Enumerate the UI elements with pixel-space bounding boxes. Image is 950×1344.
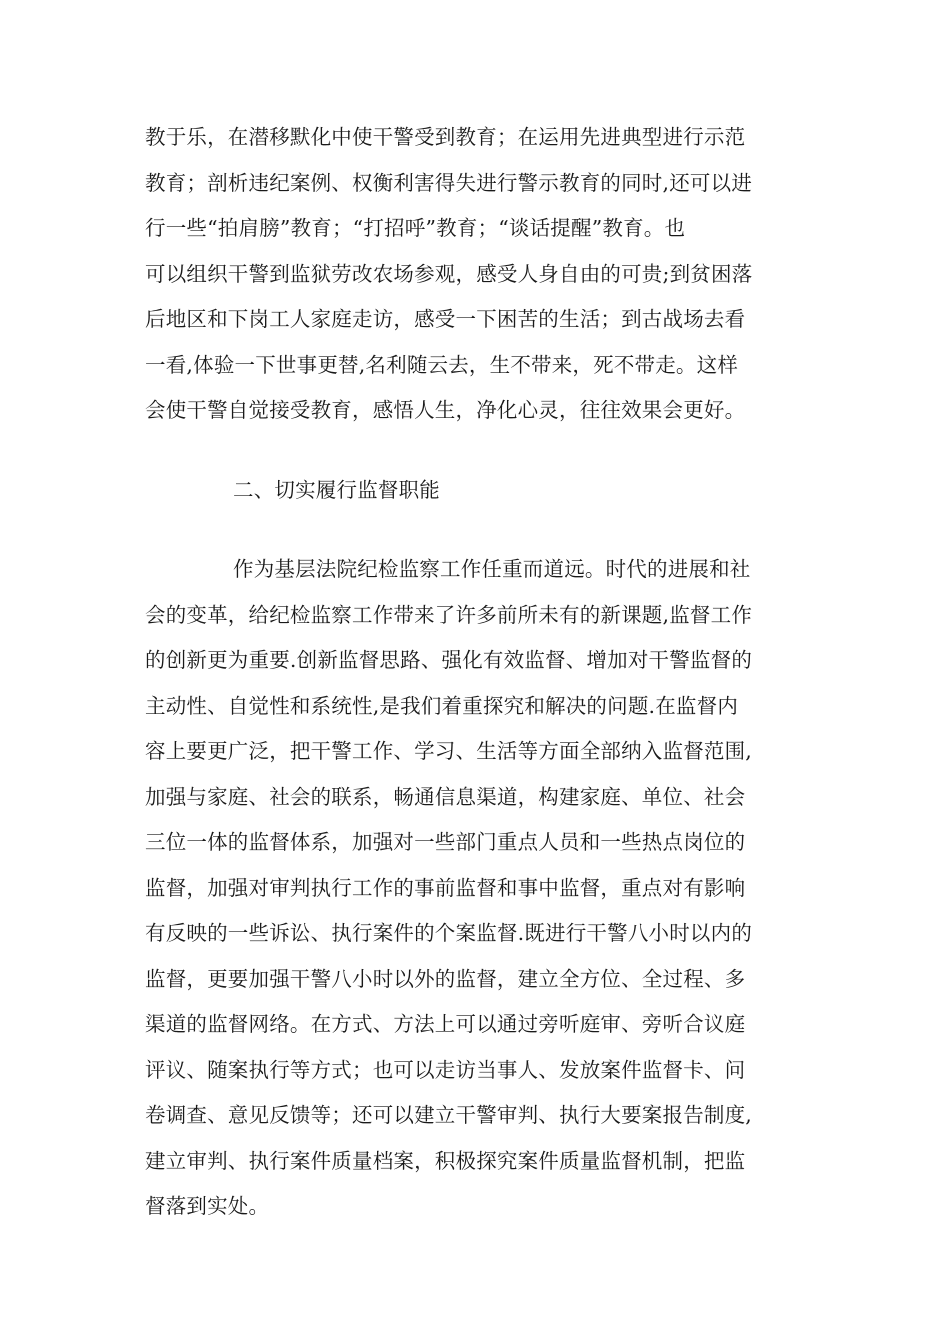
text-line: 渠道的监督网络。在方式、方法上可以通过旁听庭审、旁听合议庭 bbox=[145, 1012, 746, 1036]
text-line: 有反映的一些诉讼、执行案件的个案监督.既进行干警八小时以内的 bbox=[145, 921, 753, 945]
text-line: 加强与家庭、社会的联系，畅通信息渠道，构建家庭、单位、社会 bbox=[145, 784, 746, 809]
text-line: 督落到实处。 bbox=[145, 1194, 270, 1218]
text-line: 评议、随案执行等方式；也可以走访当事人、发放案件监督卡、问 bbox=[145, 1057, 746, 1082]
text-line: 作为基层法院纪检监察工作任重而道远。时代的进展和社 bbox=[233, 557, 751, 581]
text-line: 行一些“拍肩膀”教育；“打招呼”教育；“谈话提醒”教育。也 bbox=[145, 216, 686, 240]
paragraph-spacer bbox=[145, 434, 811, 468]
text-line: 监督，更要加强干警八小时以外的监督，建立全方位、全过程、多 bbox=[145, 966, 746, 991]
paragraph-spacer bbox=[145, 513, 811, 547]
text-line: 可以组织干警到监狱劳改农场参观，感受人身自由的可贵;到贫困落 bbox=[145, 261, 753, 286]
text-line: 三位一体的监督体系，加强对一些部门重点人员和一些热点岗位的 bbox=[145, 830, 746, 854]
text-line: 教育；剖析违纪案例、权衡利害得失进行警示教育的同时,还可以进 bbox=[145, 170, 753, 195]
text-line: 教于乐，在潜移默化中使干警受到教育；在运用先进典型进行示范 bbox=[145, 125, 746, 149]
text-line: 主动性、自觉性和系统性,是我们着重探究和解决的问题.在监督内 bbox=[145, 693, 739, 718]
section-heading: 二、切实履行监督职能 bbox=[233, 477, 440, 502]
text-line: 一看,体验一下世事更替,名利随云去，生不带来，死不带走。这样 bbox=[145, 352, 739, 377]
text-line: 建立审判、执行案件质量档案，积极探究案件质量监督机制，把监 bbox=[145, 1148, 746, 1173]
text-line: 容上要更广泛，把干警工作、学习、生活等方面全部纳入监督范围, bbox=[145, 739, 753, 763]
document-body bbox=[145, 115, 811, 1230]
text-line: 会使干警自觉接受教育，感悟人生，净化心灵，往往效果会更好。 bbox=[145, 398, 746, 422]
text-line: 会的变革，给纪检监察工作带来了许多前所未有的新课题,监督工作 bbox=[145, 602, 753, 627]
paragraph-education bbox=[145, 115, 811, 434]
text-line: 的创新更为重要.创新监督思路、强化有效监督、增加对干警监督的 bbox=[145, 648, 753, 672]
paragraph-supervision bbox=[145, 547, 811, 1230]
text-line: 卷调查、意见反馈等；还可以建立干警审判、执行大要案报告制度, bbox=[145, 1103, 753, 1127]
text-line: 监督，加强对审判执行工作的事前监督和事中监督，重点对有影响 bbox=[145, 875, 746, 900]
text-line: 后地区和下岗工人家庭走访，感受一下困苦的生活；到古战场去看 bbox=[145, 307, 746, 331]
